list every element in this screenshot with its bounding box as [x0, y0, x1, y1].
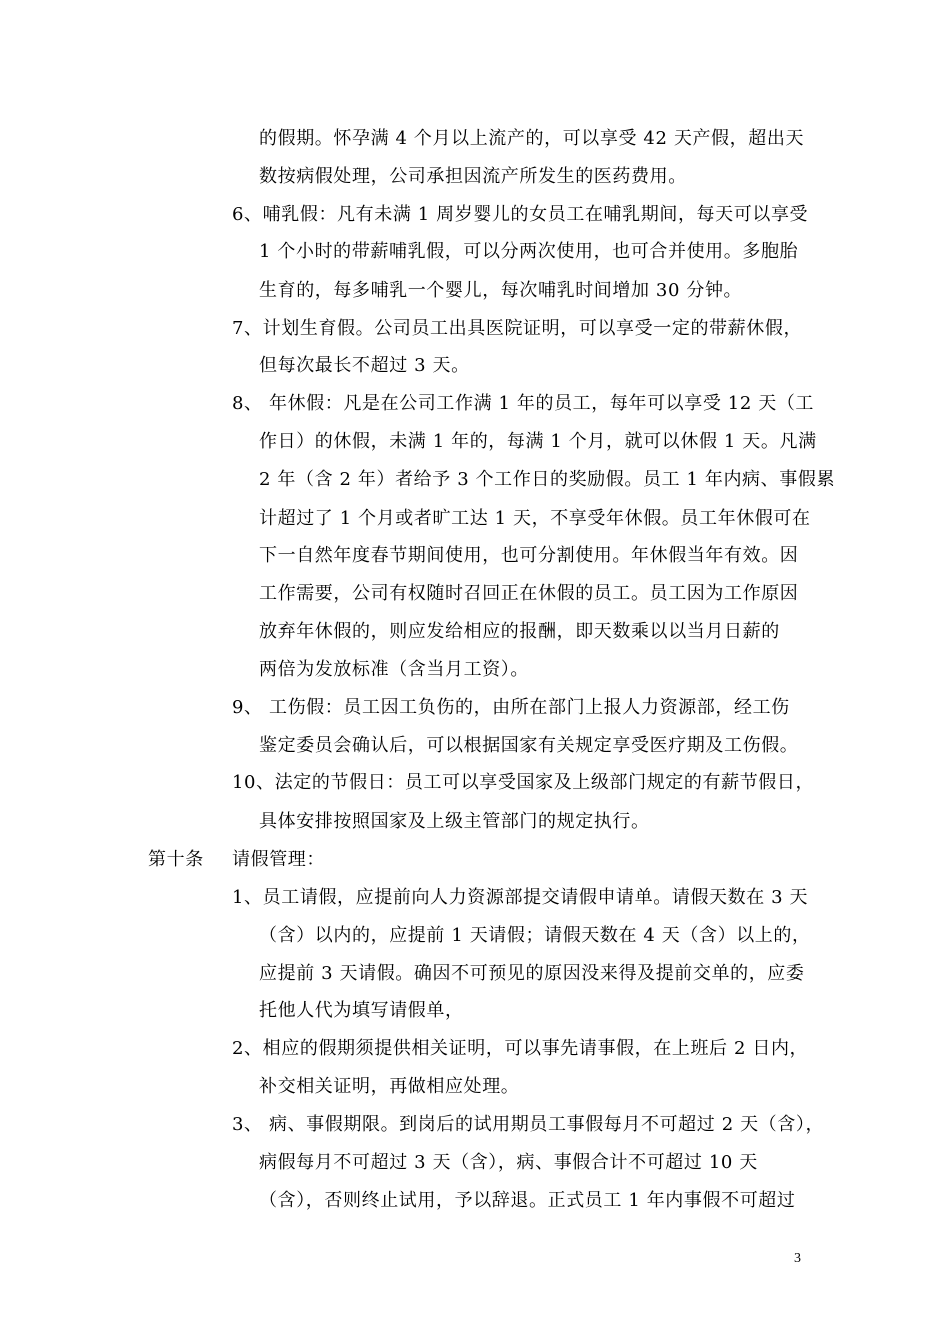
text-line: 7、计划生育假。公司员工出具医院证明，可以享受一定的带薪休假，	[232, 318, 803, 339]
text-line: 下一自然年度春节期间使用，也可分割使用。年休假当年有效。因	[259, 545, 799, 566]
text-line: 鉴定委员会确认后，可以根据国家有关规定享受医疗期及工伤假。	[259, 735, 799, 756]
text-line: （含）以内的，应提前 1 天请假；请假天数在 4 天（含）以上的，	[259, 925, 811, 946]
text-line: 具体安排按照国家及上级主管部门的规定执行。	[259, 811, 650, 832]
text-line: 2 年（含 2 年）者给予 3 个工作日的奖励假。员工 1 年内病、事假累	[259, 469, 836, 490]
text-line: 病假每月不可超过 3 天（含），病、事假合计不可超过 10 天	[259, 1152, 758, 1173]
text-line: 放弃年休假的，则应发给相应的报酬，即天数乘以以当月日薪的	[259, 621, 780, 642]
text-line: 6、哺乳假：凡有未满 1 周岁婴儿的女员工在哺乳期间，每天可以享受	[232, 204, 809, 225]
text-line: 计超过了 1 个月或者旷工达 1 天，不享受年休假。员工年休假可在	[259, 508, 811, 529]
text-line: 1、员工请假，应提前向人力资源部提交请假申请单。请假天数在 3 天	[232, 887, 809, 908]
page-number: 3	[794, 1251, 801, 1266]
text-line: 3、 病、事假期限。到岗后的试用期员工事假每月不可超过 2 天（含），	[232, 1114, 825, 1135]
text-line: 的假期。怀孕满 4 个月以上流产的，可以享受 42 天产假，超出天	[259, 128, 805, 149]
text-line: 工作需要，公司有权随时召回正在休假的员工。员工因为工作原因	[259, 583, 799, 604]
text-line: 托他人代为填写请假单，	[259, 1000, 464, 1021]
text-line: 应提前 3 天请假。确因不可预见的原因没来得及提前交单的，应委	[259, 963, 805, 984]
article-number: 第十条	[148, 849, 204, 870]
text-line: 9、 工伤假：员工因工负伤的，由所在部门上报人力资源部，经工伤	[232, 697, 790, 718]
text-line: 但每次最长不超过 3 天。	[259, 355, 470, 376]
text-line: 数按病假处理，公司承担因流产所发生的医药费用。	[259, 166, 687, 187]
text-line: 1 个小时的带薪哺乳假，可以分两次使用，也可合并使用。多胞胎	[259, 241, 799, 262]
text-line: 补交相关证明，再做相应处理。	[259, 1076, 520, 1097]
text-line: 生育的，每多哺乳一个婴儿，每次哺乳时间增加 30 分钟。	[259, 280, 743, 301]
text-line: 2、相应的假期须提供相关证明，可以事先请事假，在上班后 2 日内，	[232, 1038, 809, 1059]
text-line: 8、 年休假：凡是在公司工作满 1 年的员工，每年可以享受 12 天（工	[232, 393, 815, 414]
text-line: 作日）的休假，未满 1 年的，每满 1 个月，就可以休假 1 天。凡满	[259, 431, 817, 452]
text-line: 10、法定的节假日：员工可以享受国家及上级部门规定的有薪节假日，	[232, 772, 815, 793]
text-line: （含），否则终止试用，予以辞退。正式员工 1 年内事假不可超过	[259, 1190, 796, 1211]
text-line: 两倍为发放标准（含当月工资）。	[259, 659, 529, 680]
article-title: 请假管理：	[232, 849, 325, 870]
